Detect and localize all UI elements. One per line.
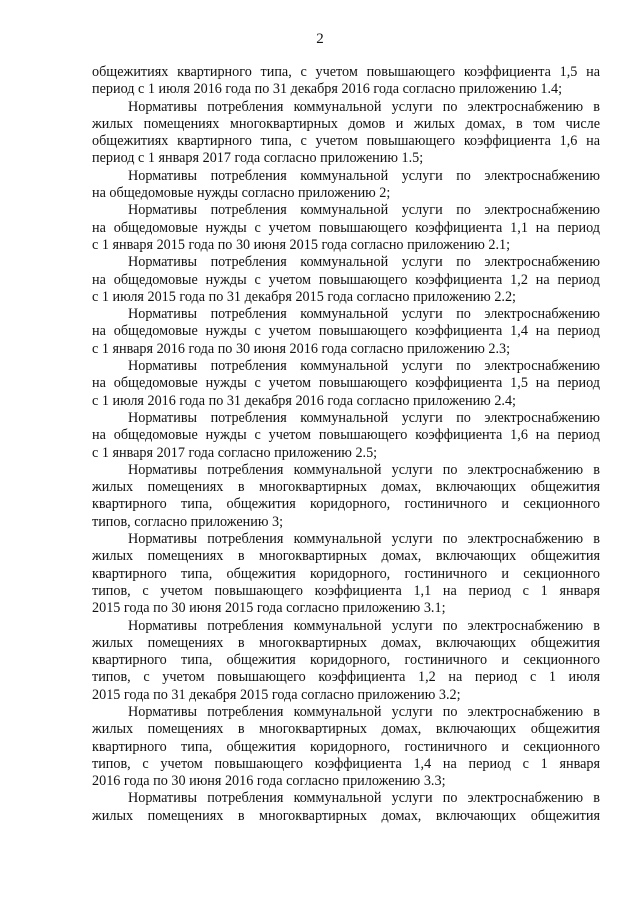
text-line: на общедомовые нужды с учетом повышающего коэффициента 1,2 на период bbox=[92, 271, 600, 288]
paragraph bbox=[92, 358, 600, 410]
paragraph bbox=[92, 99, 600, 168]
text-line: Нормативы потребления коммунальной услуги по электроснабжению bbox=[128, 358, 600, 375]
paragraph bbox=[92, 531, 600, 617]
text-line: жилых помещениях в многоквартирных домах, включающих общежития bbox=[92, 721, 600, 738]
text-line: Нормативы потребления коммунальной услуги по электроснабжению bbox=[128, 409, 600, 426]
text-line: с 1 января 2017 года согласно приложению 2.5; bbox=[92, 444, 378, 461]
paragraph bbox=[92, 306, 600, 358]
text-line: на общедомовые нужды с учетом повышающего коэффициента 1,1 на период bbox=[92, 219, 600, 236]
text-line: на общедомовые нужды с учетом повышающего коэффициента 1,6 на период bbox=[92, 427, 600, 444]
text-line: жилых помещениях в многоквартирных домах, включающих общежития bbox=[92, 807, 600, 824]
text-line: Нормативы потребления коммунальной услуги по электроснабжению в bbox=[128, 790, 600, 807]
text-line: общежитиях квартирного типа, с учетом повышающего коэффициента 1,6 на bbox=[92, 133, 600, 150]
text-line: Нормативы потребления коммунальной услуги по электроснабжению в bbox=[128, 98, 600, 115]
text-line: жилых помещениях в многоквартирных домах, включающих общежития bbox=[92, 634, 600, 651]
text-line: период с 1 января 2017 года согласно приложению 1.5; bbox=[92, 150, 424, 167]
text-line: типов, с учетом повышающего коэффициента 1,1 на период с 1 января bbox=[92, 582, 600, 599]
text-line: период с 1 июля 2016 года по 31 декабря 2016 года согласно приложению 1.4; bbox=[92, 81, 563, 98]
text-line: типов, согласно приложению 3; bbox=[92, 513, 284, 530]
paragraph bbox=[92, 202, 600, 254]
paragraph bbox=[92, 64, 600, 99]
text-line: с 1 января 2015 года по 30 июня 2015 года согласно приложению 2.1; bbox=[92, 236, 511, 253]
text-line: типов, с учетом повышающего коэффициента 1,2 на период с 1 июля bbox=[92, 669, 600, 686]
text-line: Нормативы потребления коммунальной услуги по электроснабжению в bbox=[128, 531, 600, 548]
text-line: на общедомовые нужды с учетом повышающего коэффициента 1,4 на период bbox=[92, 323, 600, 340]
text-line: жилых помещениях многоквартирных домов и жилых домах, в том числе bbox=[92, 115, 600, 132]
text-line: Нормативы потребления коммунальной услуги по электроснабжению в bbox=[128, 617, 600, 634]
text-line: жилых помещениях в многоквартирных домах, включающих общежития bbox=[92, 479, 600, 496]
text-line: квартирного типа, общежития коридорного, гостиничного и секционного bbox=[92, 565, 600, 582]
text-line: квартирного типа, общежития коридорного, гостиничного и секционного bbox=[92, 738, 600, 755]
document-body bbox=[92, 64, 600, 825]
text-line: Нормативы потребления коммунальной услуги по электроснабжению bbox=[128, 202, 600, 219]
text-line: Нормативы потребления коммунальной услуги по электроснабжению bbox=[128, 167, 600, 184]
paragraph bbox=[92, 410, 600, 462]
text-line: типов, с учетом повышающего коэффициента 1,4 на период с 1 января bbox=[92, 755, 600, 772]
text-line: Нормативы потребления коммунальной услуги по электроснабжению в bbox=[128, 703, 600, 720]
text-line: 2015 года по 30 июня 2015 года согласно приложению 3.1; bbox=[92, 600, 446, 617]
text-line: с 1 июля 2016 года по 31 декабря 2016 года согласно приложению 2.4; bbox=[92, 392, 517, 409]
text-line: 2016 года по 30 июня 2016 года согласно приложению 3.3; bbox=[92, 773, 446, 790]
text-line: общежитиях квартирного типа, с учетом повышающего коэффициента 1,5 на bbox=[92, 64, 600, 80]
text-line: Нормативы потребления коммунальной услуги по электроснабжению в bbox=[128, 461, 600, 478]
paragraph bbox=[92, 618, 600, 704]
paragraph bbox=[92, 254, 600, 306]
text-line: с 1 июля 2015 года по 31 декабря 2015 года согласно приложению 2.2; bbox=[92, 288, 517, 305]
text-line: жилых помещениях в многоквартирных домах, включающих общежития bbox=[92, 548, 600, 565]
text-line: с 1 января 2016 года по 30 июня 2016 года согласно приложению 2.3; bbox=[92, 340, 511, 357]
paragraph bbox=[92, 790, 600, 825]
text-line: квартирного типа, общежития коридорного, гостиничного и секционного bbox=[92, 496, 600, 513]
text-line: Нормативы потребления коммунальной услуги по электроснабжению bbox=[128, 306, 600, 323]
paragraph bbox=[92, 168, 600, 203]
text-line: на общедомовые нужды согласно приложению 2; bbox=[92, 185, 391, 202]
text-line: Нормативы потребления коммунальной услуги по электроснабжению bbox=[128, 254, 600, 271]
text-line: квартирного типа, общежития коридорного, гостиничного и секционного bbox=[92, 652, 600, 669]
text-line: на общедомовые нужды с учетом повышающего коэффициента 1,5 на период bbox=[92, 375, 600, 392]
text-line: 2015 года по 31 декабря 2015 года согласно приложению 3.2; bbox=[92, 686, 461, 703]
paragraph bbox=[92, 704, 600, 790]
page-number: 2 bbox=[316, 31, 324, 47]
paragraph bbox=[92, 462, 600, 531]
